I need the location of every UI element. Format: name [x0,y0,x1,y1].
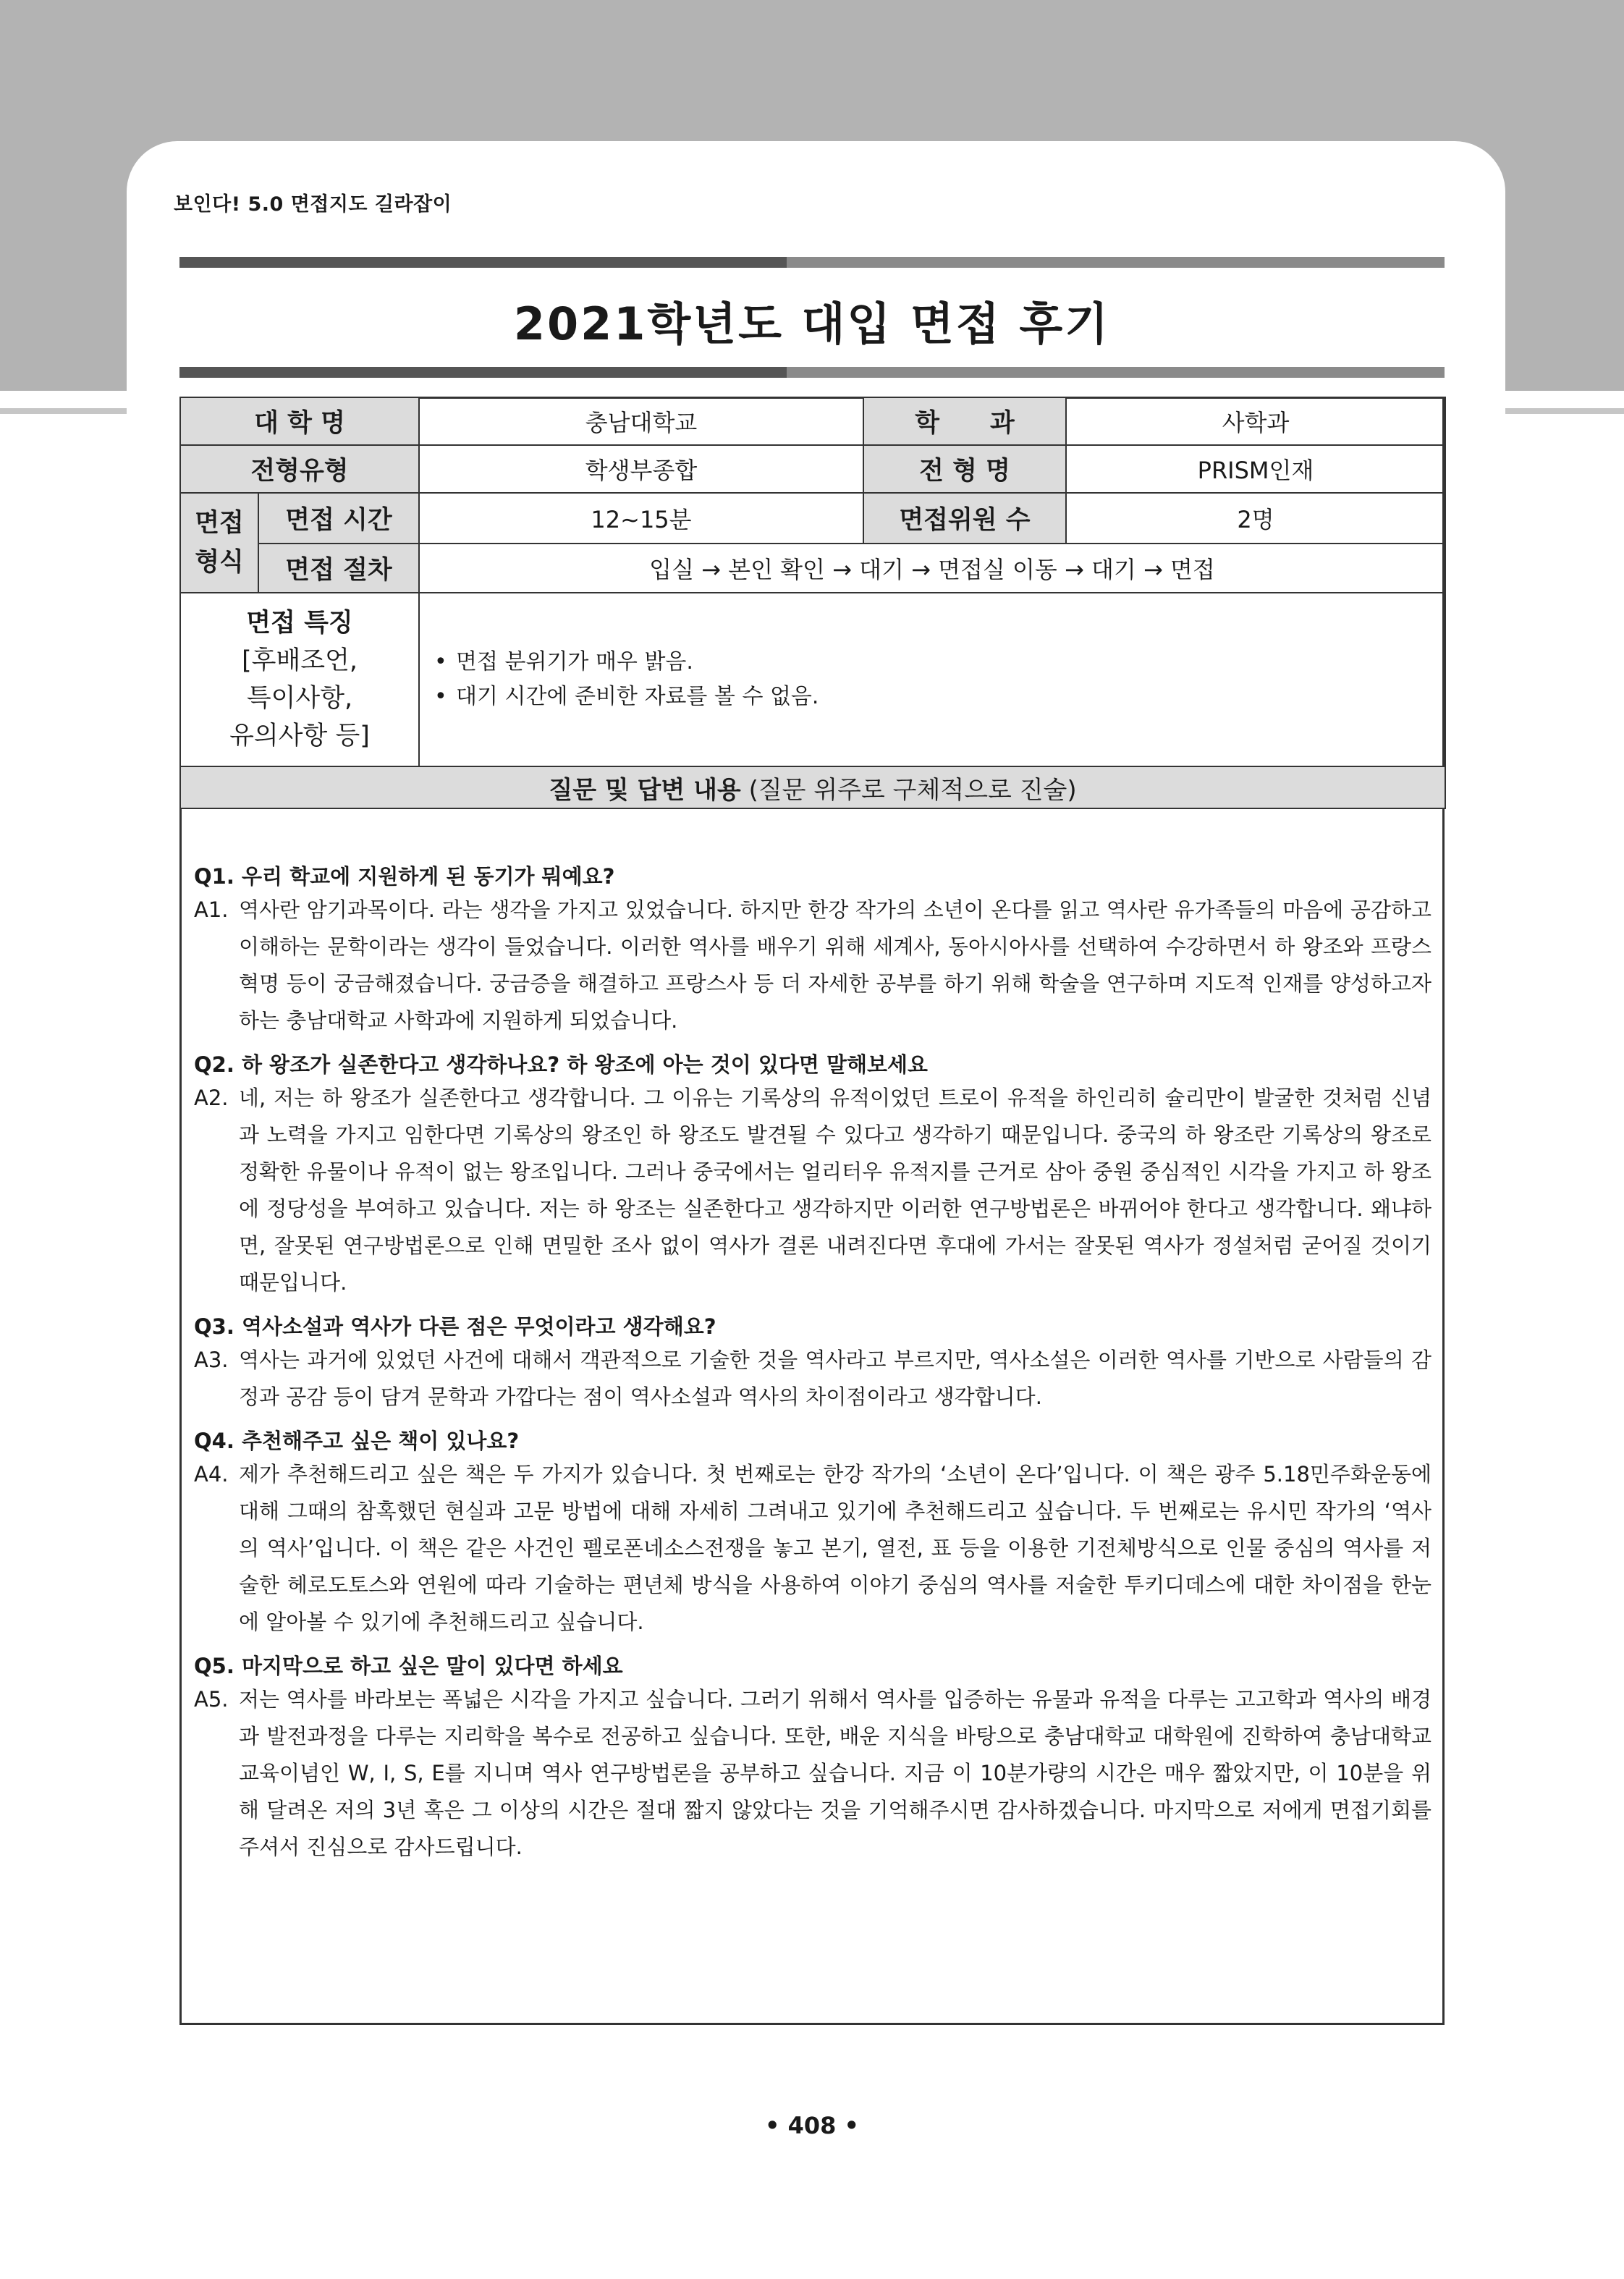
answer-text: 제가 추천해드리고 싶은 책은 두 가지가 있습니다. 첫 번째로는 한강 작가의 ‘소년이 온다’입니다. 이 책은 광주 5.18민주화운동에 대해 그때의 참혹했던 현실과 고문 방법에 대해 자세히 그려내고 있기에 추천해드리고 싶습니다. 두 번째로는 유시민 작가의 ‘역사의 역사’입니다. 이 책은 같은 사건인 펠로폰네소스전쟁을 놓고 본기, 열전, 표 등을 이용한 기전체방식으로 인물 중심의 역사를 저술한 헤로도토스와 연원에 따라 기술하는 편년체 방식을 사용하여 이야기 중심의 역사를 저술한 투키디데스에 대한 차이점을 한눈에 알아볼 수 있기에 추천해드리고 싶습니다. [239,1462,1431,1634]
question: Q2. 하 왕조가 실존한다고 생각하나요? 하 왕조에 아는 것이 있다면 말해보세요 [194,1052,929,1077]
row-qa-header [180,766,1445,808]
time-value: 12~15분 [419,493,863,544]
question: Q5. 마지막으로 하고 싶은 말이 있다면 하세요 [194,1654,623,1678]
row-procedure [180,544,1445,593]
row-university [180,397,1445,445]
answer [194,1456,1431,1641]
answer [194,1681,1431,1866]
features-label-title: 면접 특징 [246,609,353,638]
features-label [180,593,419,766]
right-edge-tab [1505,408,1624,414]
features-label-line: 유의사항 등] [229,722,370,750]
features-list [419,593,1445,766]
answer [194,892,1431,1039]
answer [194,1080,1431,1301]
answer-text: 역사란 암기과목이다. 라는 생각을 가지고 있었습니다. 하지만 한강 작가의 소년이 온다를 읽고 역사란 유가족들의 마음에 공감하고 이해하는 문학이라는 생각이 들었습니다. 이러한 역사를 배우기 위해 세계사, 동아시아사를 선택하여 수강하면서 하 왕조와 프랑스 혁명 등이 궁금해졌습니다. 궁금증을 해결하고 프랑스사 등 더 자세한 공부를 하기 위해 학술을 연구하며 지도적 인재를 양성하고자 하는 충남대학교 사학과에 지원하게 되었습니다. [239,897,1431,1033]
qa-header-note: (질문 위주로 구체적으로 진술) [740,775,1077,805]
answer-label: A3. [194,1348,229,1372]
question: Q4. 추천해주고 싶은 책이 있나요? [194,1429,520,1453]
time-label: 면접 시간 [258,493,419,544]
left-edge-stripe [0,397,127,404]
page-number: • 408 • [765,2112,859,2139]
features-label-line: 특이사항, [246,684,353,713]
right-edge-stripe [1505,397,1624,404]
university-label: 대 학 명 [180,397,419,445]
answer-label: A4. [194,1462,229,1487]
answer-text: 역사는 과거에 있었던 사건에 대해서 객관적으로 기술한 것을 역사라고 부르지만, 역사소설은 이러한 역사를 기반으로 사람들의 감정과 공감 등이 담겨 문학과 가깝다는 점이 역사소설과 역사의 차이점이라고 생각합니다. [239,1348,1431,1409]
university-value: 충남대학교 [419,397,863,445]
qa-header [180,766,1445,808]
type-value: 학생부종합 [419,445,863,493]
title-rule-bottom [179,367,1445,378]
row-time [180,493,1445,544]
answer-label: A5. [194,1687,229,1712]
dept-label: 학 과 [863,397,1066,445]
answer-label: A2. [194,1086,229,1110]
track-label: 전 형 명 [863,445,1066,493]
type-label: 전형유형 [180,445,419,493]
running-head: 보인다! 5.0 면접지도 길라잡이 [174,193,452,216]
question: Q1. 우리 학교에 지원하게 된 동기가 뭐예요? [194,864,615,889]
interview-info-table [179,397,1446,809]
dept-value: 사학과 [1066,397,1445,445]
answer-label: A1. [194,897,229,922]
row-type [180,445,1445,493]
procedure-label: 면접 절차 [258,544,419,593]
feature-item: • 대기 시간에 준비한 자료를 볼 수 없음. [434,680,1445,714]
page-title: 2021학년도 대입 면접 후기 [513,297,1111,350]
feature-item: • 면접 분위기가 매우 밝음. [434,645,1445,680]
features-label-line: [후배조언, [241,646,358,675]
answer-text: 네, 저는 하 왕조가 실존한다고 생각합니다. 그 이유는 기록상의 유적이었던 트로이 유적을 하인리히 슐리만이 발굴한 것처럼 신념과 노력을 가지고 임한다면 기록상의 왕조인 하 왕조도 발견될 수 있다고 생각하기 때문입니다. 중국의 하 왕조란 기록상의 왕조로 정확한 유물이나 유적이 없는 왕조입니다. 그러나 중국에서는 얼리터우 유적지를 근거로 삼아 중원 중심적인 시각을 가지고 하 왕조에 정당성을 부여하고 있습니다. 저는 하 왕조는 실존한다고 생각하지만 이러한 연구방법론은 바뀌어야 한다고 생각합니다. 왜냐하면, 잘못된 연구방법론으로 인해 면밀한 조사 없이 역사가 결론 내려진다면 후대에 가서는 잘못된 역사가 정설처럼 굳어질 것이기 때문입니다. [239,1086,1431,1295]
left-edge-tab [0,408,127,414]
format-label: 면접 형식 [180,493,258,593]
qa-section [194,861,1431,1866]
qa-header-bold: 질문 및 답변 내용 [549,775,741,805]
answer-text: 저는 역사를 바라보는 폭넓은 시각을 가지고 싶습니다. 그러기 위해서 역사를 입증하는 유물과 유적을 다루는 고고학과 역사의 배경과 발전과정을 다루는 지리학을 복수로 전공하고 싶습니다. 또한, 배운 지식을 바탕으로 충남대학교 대학원에 진학하여 충남대학교 교육이념인 W, I, S, E를 지니며 역사 연구방법론을 공부하고 싶습니다. 지금 이 10분가량의 시간은 매우 짧았지만, 이 10분을 위해 달려온 저의 3년 혹은 그 이상의 시간은 절대 짧지 않았다는 것을 기억해주시면 감사하겠습니다. 마지막으로 저에게 면접기회를 주셔서 진심으로 감사드립니다. [239,1687,1431,1859]
panel-value: 2명 [1066,493,1445,544]
title-rule-top [179,257,1445,268]
question: Q3. 역사소설과 역사가 다른 점은 무엇이라고 생각해요? [194,1314,716,1339]
row-features [180,593,1445,766]
panel-label: 면접위원 수 [863,493,1066,544]
answer [194,1342,1431,1416]
track-value: PRISM인재 [1066,445,1445,493]
procedure-value: 입실 → 본인 확인 → 대기 → 면접실 이동 → 대기 → 면접 [419,544,1445,593]
